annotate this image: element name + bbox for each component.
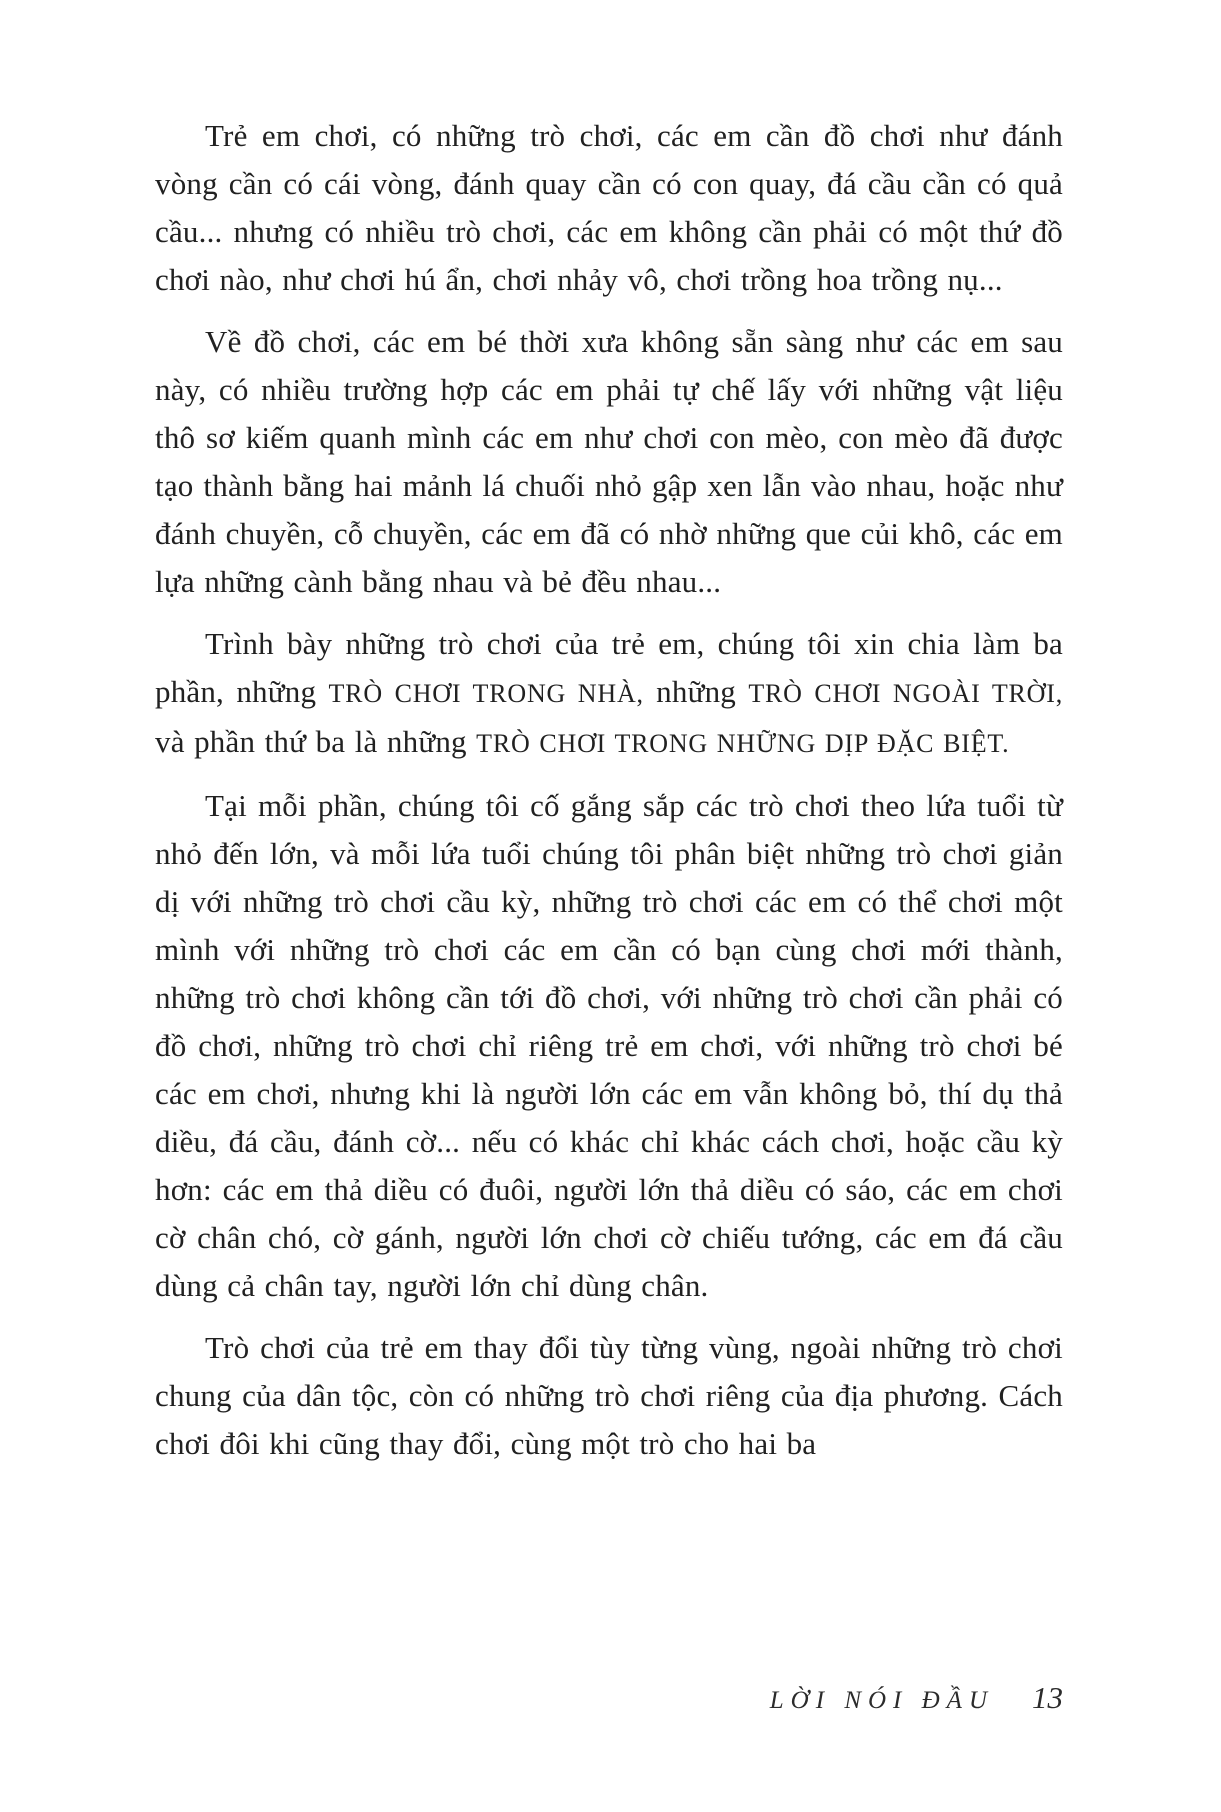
paragraph-1: Trẻ em chơi, có những trò chơi, các em cần đồ chơi như đánh vòng cần có cái vòng, đánh quay cần có con quay, đá cầu cần có quả cầu... nhưng có nhiều trò chơi, các em không cần phải có một thứ đồ chơi nào, như chơi hú ẩn, chơi nhảy vô, chơi trồng hoa trồng nụ...	[155, 118, 1063, 297]
page-footer	[770, 1680, 1063, 1716]
caps-run: TRÒ CHƠI TRONG NHỮNG DỊP ĐẶC BIỆT.	[476, 729, 1010, 758]
running-head: LỜI NÓI ĐẦU	[769, 1687, 994, 1714]
paragraph-3	[155, 620, 1063, 768]
page-number: 13	[1032, 1680, 1063, 1715]
paragraph-4: Tại mỗi phần, chúng tôi cố gắng sắp các trò chơi theo lứa tuổi từ nhỏ đến lớn, và mỗi lứa tuổi chúng tôi phân biệt những trò chơi giản dị với những trò chơi cầu kỳ, những trò chơi các em có thể chơi một mình với những trò chơi các em cần có bạn cùng chơi mới thành, những trò chơi không cần tới đồ chơi, với những trò chơi cần phải có đồ chơi, những trò chơi chỉ riêng trẻ em chơi, với những trò chơi bé các em chơi, nhưng khi là người lớn các em vẫn không bỏ, thí dụ thả diều, đá cầu, đánh cờ... nếu có khác chỉ khác cách chơi, hoặc cầu kỳ hơn: các em thả diều có đuôi, người lớn thả diều có sáo, các em chơi cờ chân chó, cờ gánh, người lớn chơi cờ chiếu tướng, các em đá cầu dùng cả chân tay, người lớn chỉ dùng chân.	[155, 788, 1063, 1303]
text-run: những	[643, 674, 749, 709]
text-run: Trình bày những trò chơi của trẻ em, chúng tôi xin chia làm ba phần, những	[155, 626, 1063, 709]
text-run: và phần thứ ba là những	[155, 724, 477, 759]
caps-run: TRÒ CHƠI NGOÀI TRỜI,	[748, 679, 1063, 708]
paragraph-5: Trò chơi của trẻ em thay đổi tùy từng vùng, ngoài những trò chơi chung của dân tộc, còn có những trò chơi riêng của địa phương. Cách chơi đôi khi cũng thay đổi, cùng một trò cho hai ba	[155, 1330, 1063, 1461]
paragraph-2: Về đồ chơi, các em bé thời xưa không sẵn sàng như các em sau này, có nhiều trường hợp các em phải tự chế lấy với những vật liệu thô sơ kiếm quanh mình các em như chơi con mèo, con mèo đã được tạo thành bằng hai mảnh lá chuối nhỏ gập xen lẫn vào nhau, hoặc như đánh chuyền, cỗ chuyền, các em đã có nhờ những que củi khô, các em lựa những cành bằng nhau và bẻ đều nhau...	[155, 324, 1063, 599]
caps-run: TRÒ CHƠI TRONG NHÀ,	[328, 679, 644, 708]
body-text-block	[155, 112, 1063, 1482]
